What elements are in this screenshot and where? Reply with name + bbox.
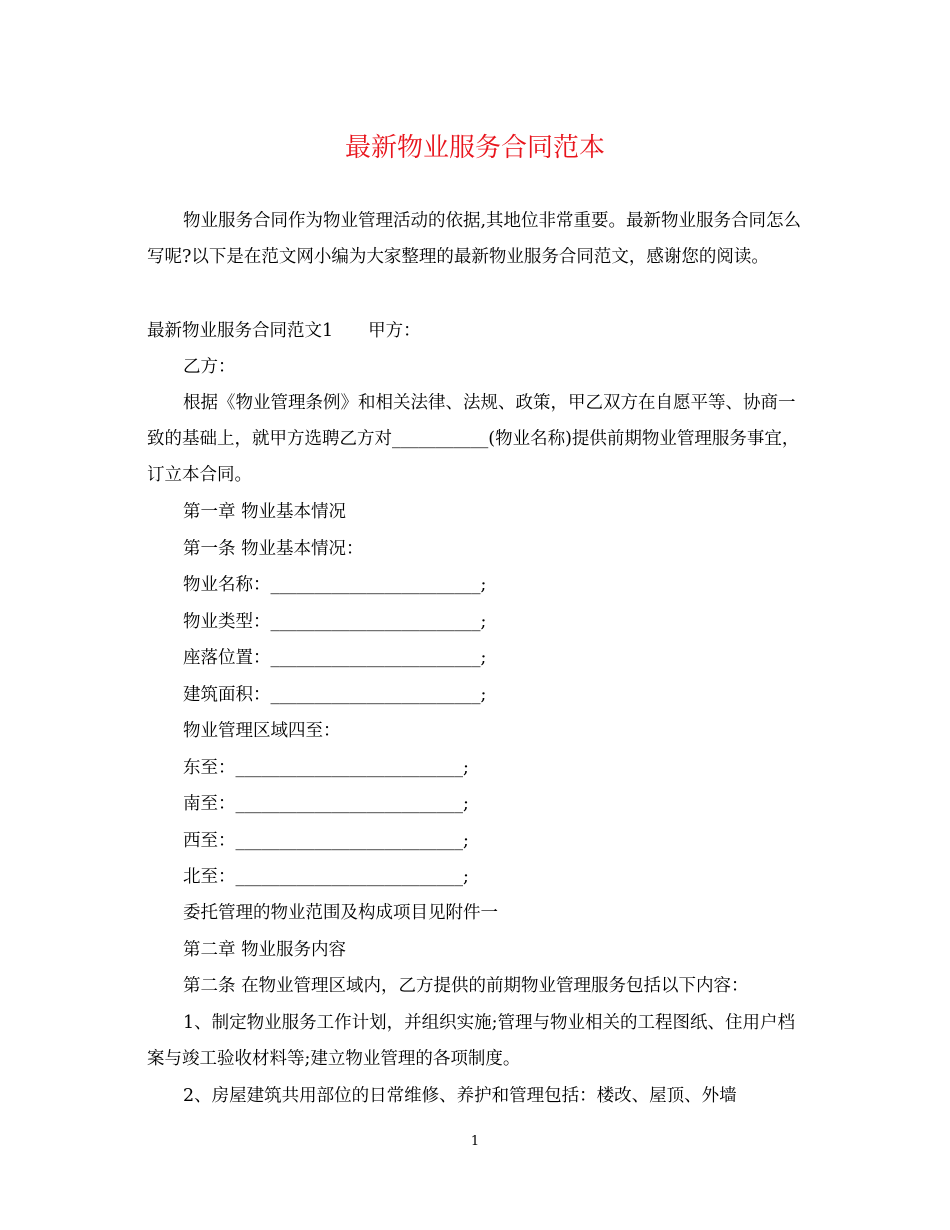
intro-paragraph: 物业服务合同作为物业管理活动的依据,其地位非常重要。最新物业服务合同怎么写呢?以下是在范文网小编为大家整理的最新物业服务合同范文，感谢您的阅读。 xyxy=(147,211,802,267)
boundaries-heading: 物业管理区域四至： xyxy=(183,721,341,741)
building-area-field: 建筑面积：________________________; xyxy=(183,685,487,705)
service-item-2: 2、房屋建筑共用部位的日常维修、养护和管理包括：楼改、屋顶、外墙 xyxy=(183,1086,737,1106)
property-name-field: 物业名称：________________________; xyxy=(183,575,487,595)
chapter-two-heading: 第二章 物业服务内容 xyxy=(183,940,347,960)
south-boundary-field: 南至：__________________________; xyxy=(183,794,469,814)
north-boundary-field: 北至：__________________________; xyxy=(183,867,469,887)
party-b-line: 乙方： xyxy=(183,357,236,377)
chapter-one-heading: 第一章 物业基本情况 xyxy=(183,502,347,522)
property-type-field: 物业类型：________________________; xyxy=(183,612,487,632)
west-boundary-field: 西至：__________________________; xyxy=(183,831,469,851)
location-field: 座落位置：________________________; xyxy=(183,648,487,668)
document-title: 最新物业服务合同范本 xyxy=(344,133,605,163)
contract-heading-party-a: 最新物业服务合同范文1 甲方： xyxy=(147,321,421,341)
scope-note: 委托管理的物业范围及构成项目见附件一 xyxy=(183,903,498,923)
service-item-1: 1、制定物业服务工作计划，并组织实施;管理与物业相关的工程图纸、住用户档案与竣工验收材料等;建立物业管理的各项制度。 xyxy=(147,1013,796,1069)
page-number: 1 xyxy=(470,1134,480,1149)
article-two-heading: 第二条 在物业管理区域内，乙方提供的前期物业管理服务包括以下内容： xyxy=(183,976,749,996)
basis-paragraph: 根据《物业管理条例》和相关法律、法规、政策，甲乙双方在自愿平等、协商一致的基础上，就甲方选聘乙方对___________(物业名称)提供前期物业管理服务事宜，订立本合同。 xyxy=(147,393,800,485)
east-boundary-field: 东至：__________________________; xyxy=(183,758,469,778)
article-one-heading: 第一条 物业基本情况： xyxy=(183,539,364,559)
